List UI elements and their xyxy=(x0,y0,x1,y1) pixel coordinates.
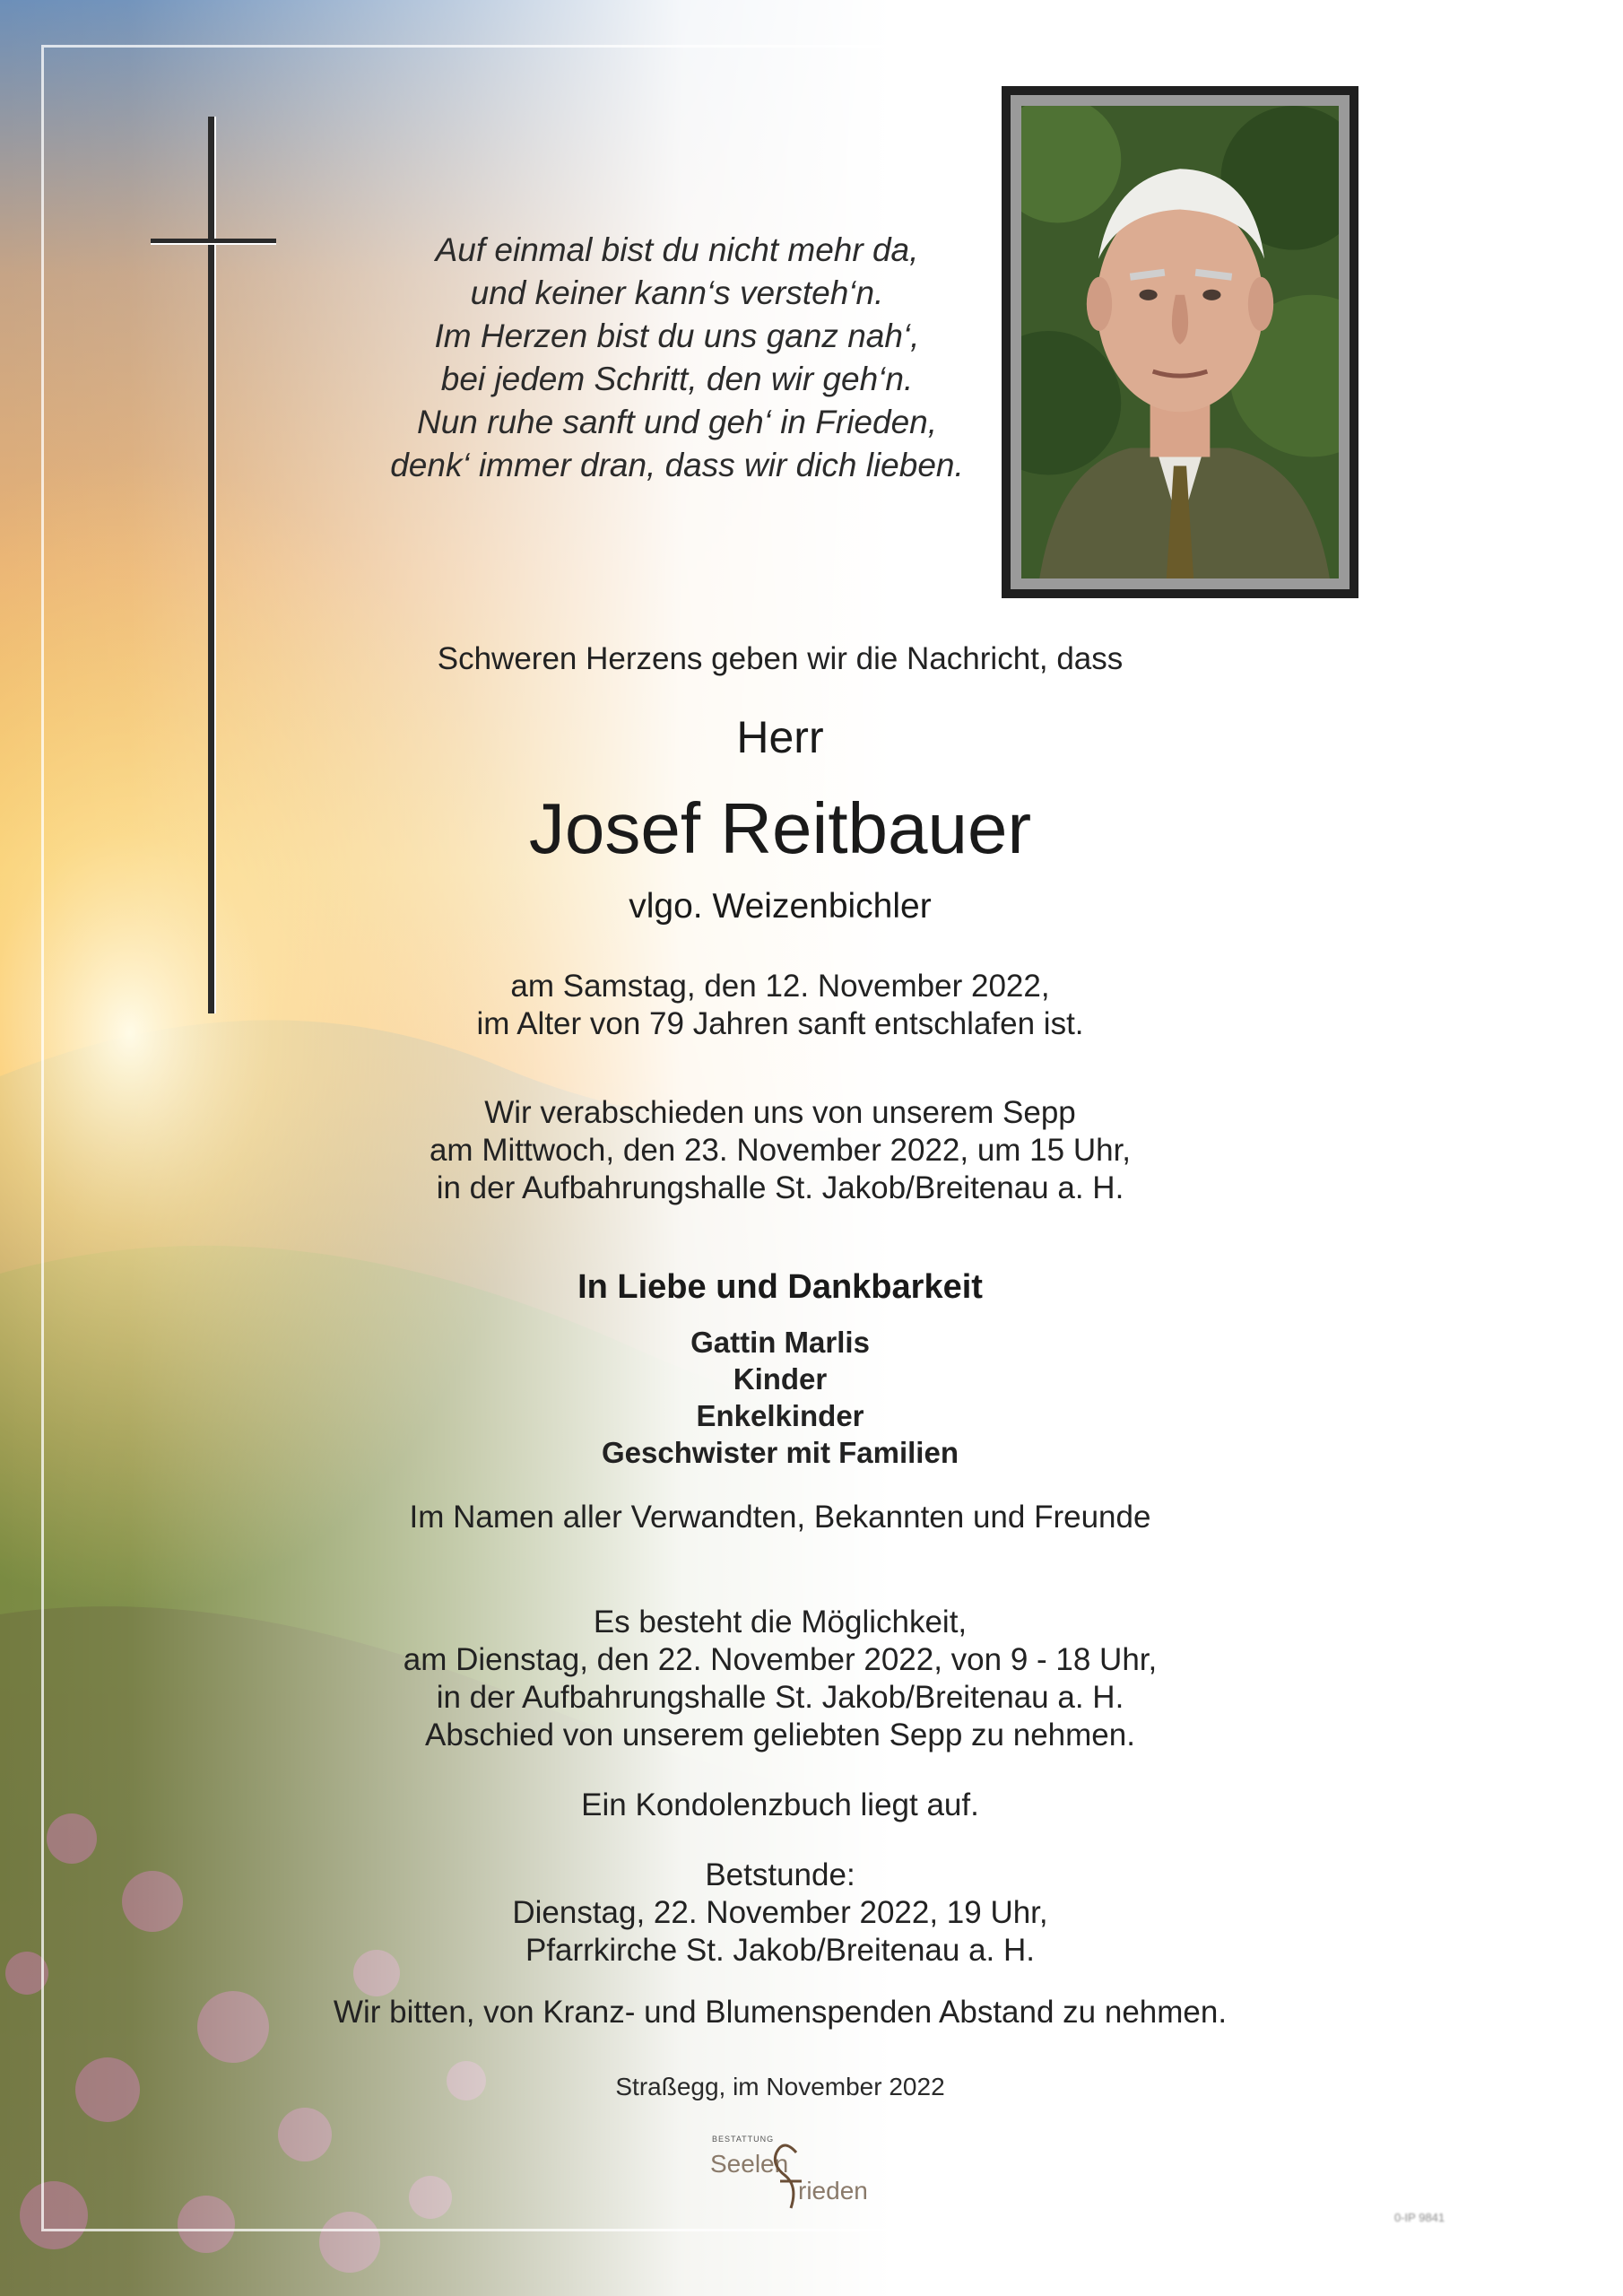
on-behalf-text: Im Namen aller Verwandten, Bekannten und Freunde xyxy=(409,1500,1151,1535)
cross-horizontal-bar xyxy=(151,239,276,243)
prayer-line: Dienstag, 22. November 2022, 19 Uhr, xyxy=(512,1895,1048,1930)
salutation: Herr xyxy=(736,712,824,762)
portrait-photo xyxy=(1021,106,1339,578)
mourner-name: Kinder xyxy=(733,1362,828,1396)
mourner-name: Enkelkinder xyxy=(696,1399,864,1432)
intro-text: Schweren Herzens geben wir die Nachricht, dass xyxy=(437,641,1124,676)
memorial-poem xyxy=(341,229,1013,487)
logo-word-2: rieden xyxy=(798,2177,868,2205)
mourner-name: Geschwister mit Familien xyxy=(602,1436,959,1469)
poem-line: Nun ruhe sanft und geh‘ in Frieden, xyxy=(416,404,938,440)
prayer-title: Betstunde: xyxy=(705,1857,855,1892)
viewing-line: Abschied von unserem geliebten Sepp zu nehmen. xyxy=(425,1718,1135,1752)
death-age-line: im Alter von 79 Jahren sanft entschlafen ist. xyxy=(476,1006,1084,1041)
viewing-line: in der Aufbahrungshalle St. Jakob/Breitenau a. H. xyxy=(436,1680,1124,1715)
deceased-name: Josef Reitbauer xyxy=(528,788,1032,868)
farewell-line: in der Aufbahrungshalle St. Jakob/Breitenau a. H. xyxy=(436,1170,1124,1205)
cross-vertical-bar xyxy=(208,117,214,1013)
portrait-photo-frame xyxy=(1002,86,1358,598)
condolence-book-text: Ein Kondolenzbuch liegt auf. xyxy=(581,1787,979,1822)
deceased-alias: vlgo. Weizenbichler xyxy=(629,887,932,926)
poem-line: denk‘ immer dran, dass wir dich lieben. xyxy=(390,447,964,483)
funeral-home-logo xyxy=(690,2126,870,2224)
mourners-heading: In Liebe und Dankbarkeit xyxy=(577,1268,983,1306)
farewell-line: am Mittwoch, den 23. November 2022, um 15 Uhr, xyxy=(429,1133,1132,1168)
mourner-name: Gattin Marlis xyxy=(690,1326,870,1359)
poem-line: Im Herzen bist du uns ganz nah‘, xyxy=(434,317,920,354)
poem-line: Auf einmal bist du nicht mehr da, xyxy=(435,231,919,268)
farewell-line: Wir verabschieden uns von unserem Sepp xyxy=(484,1095,1076,1130)
place-date: Straßegg, im November 2022 xyxy=(615,2073,945,2100)
death-date-line: am Samstag, den 12. November 2022, xyxy=(510,969,1050,1004)
viewing-line: Es besteht die Möglichkeit, xyxy=(593,1605,968,1639)
prayer-line: Pfarrkirche St. Jakob/Breitenau a. H. xyxy=(525,1933,1036,1968)
poem-line: und keiner kann‘s versteh‘n. xyxy=(470,274,884,311)
flower-request-text: Wir bitten, von Kranz- und Blumenspenden Abstand zu nehmen. xyxy=(333,1995,1228,2030)
document-code: 0-IP 9841 xyxy=(1394,2211,1445,2224)
poem-line: bei jedem Schritt, den wir geh‘n. xyxy=(440,361,914,397)
logo-word-1: Seelen xyxy=(710,2150,789,2178)
viewing-line: am Dienstag, den 22. November 2022, von 9 - 18 Uhr, xyxy=(403,1642,1158,1677)
logo-top-text: BESTATTUNG xyxy=(712,2135,775,2144)
